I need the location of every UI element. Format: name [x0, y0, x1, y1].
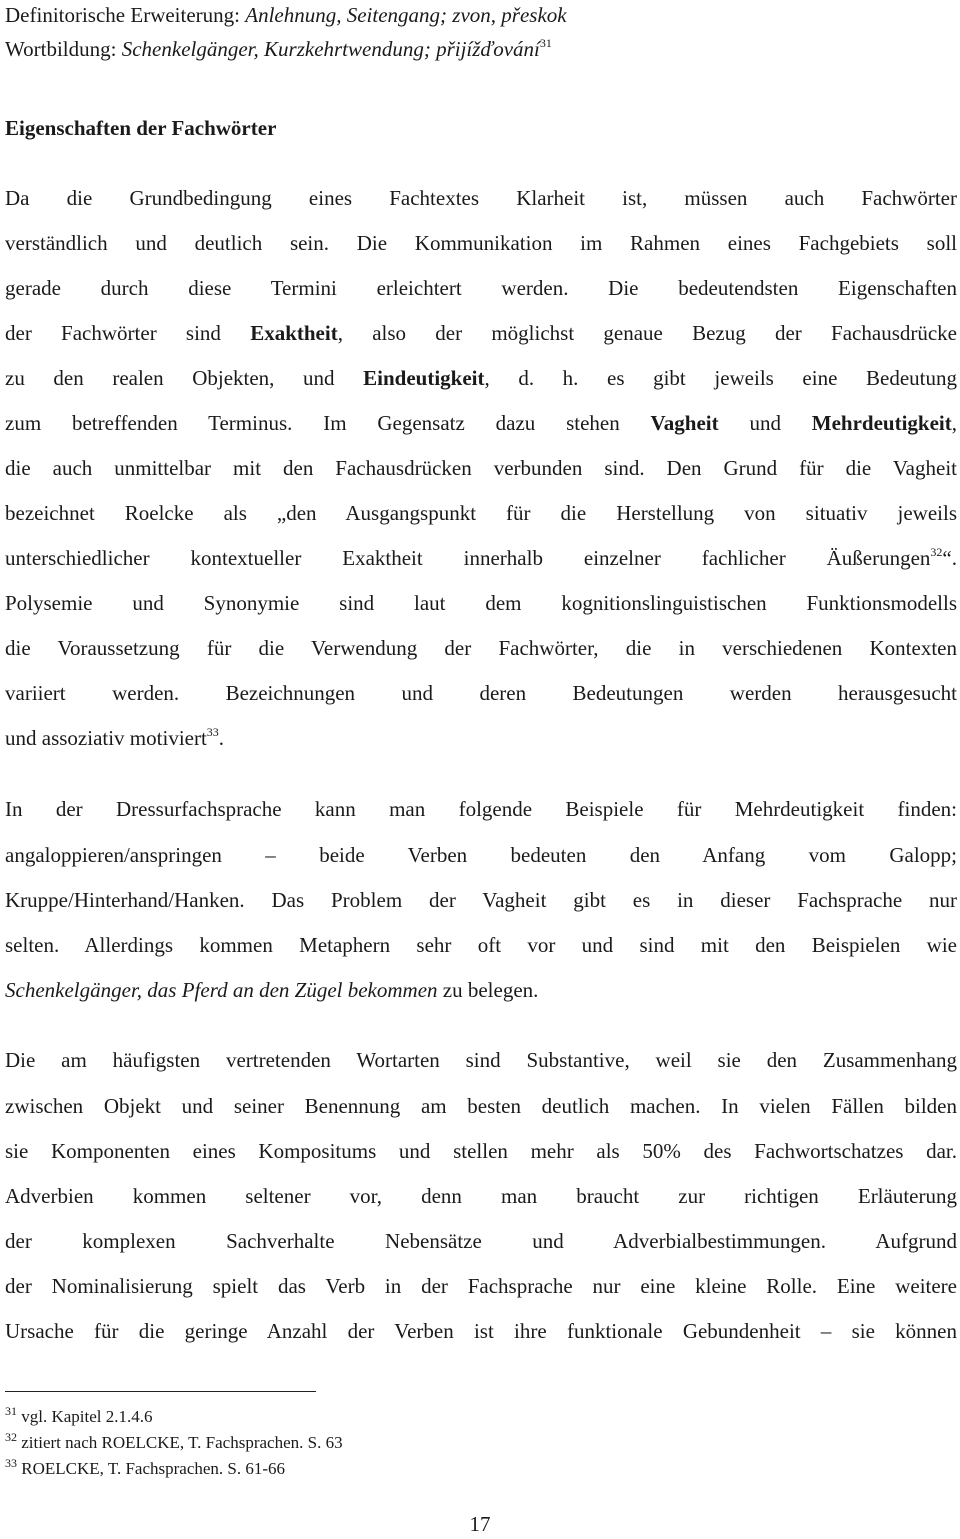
paragraph-line	[5, 975, 957, 1005]
paragraph-line: Polysemie und Synonymie sind laut dem kognitionslinguistischen Funktionsmodells	[5, 591, 957, 615]
text-run: ,	[951, 411, 957, 435]
term-bold: Mehrdeutigkeit	[811, 411, 952, 435]
paragraph-line: verständlich und deutlich sein. Die Kommunikation im Rahmen eines Fachgebiets soll	[5, 231, 957, 255]
paragraph-line: der Nominalisierung spielt das Verb in der Fachsprache nur eine kleine Rolle. Eine weitere	[5, 1274, 957, 1298]
word-formation-line	[5, 34, 957, 64]
footnote	[5, 1458, 285, 1480]
footnote-number: 33	[5, 1456, 17, 1470]
term-bold: Exaktheit	[250, 321, 338, 345]
paragraph-line: In der Dressurfachsprache kann man folgende Beispiele für Mehrdeutigkeit finden:	[5, 797, 957, 821]
paragraph-line: sie Komponenten eines Kompositums und stellen mehr als 50% des Fachwortschatzes dar.	[5, 1139, 957, 1163]
paragraph-line: Da die Grundbedingung eines Fachtextes Klarheit ist, müssen auch Fachwörter	[5, 186, 957, 210]
paragraph-line	[5, 723, 957, 753]
text-run: zum betreffenden Terminus. Im Gegensatz dazu stehen	[5, 411, 651, 435]
paragraph-line: gerade durch diese Termini erleichtert werden. Die bedeutendsten Eigenschaften	[5, 276, 957, 300]
footnote-text: zitiert nach ROELCKE, T. Fachsprachen. S. 63	[17, 1433, 343, 1452]
paragraph-line: die auch unmittelbar mit den Fachausdrücken verbunden sind. Den Grund für die Vagheit	[5, 456, 957, 480]
footnote-number: 32	[5, 1430, 17, 1444]
text-run: , also der möglichst genaue Bezug der Fachausdrücke	[337, 321, 957, 345]
paragraph-line: zwischen Objekt und seiner Benennung am besten deutlich machen. In vielen Fällen bilden	[5, 1094, 957, 1118]
term-bold: Eindeutigkeit	[363, 366, 485, 390]
footnote-ref: 32	[930, 545, 943, 559]
paragraph-line	[5, 543, 957, 573]
footnote-ref: 31	[539, 36, 552, 50]
examples-italic: Schenkelgänger, das Pferd an den Zügel bekommen	[5, 978, 438, 1002]
footnote-text: ROELCKE, T. Fachsprachen. S. 61-66	[17, 1459, 286, 1478]
text-run: zu belegen.	[437, 978, 539, 1002]
paragraph-line: Kruppe/Hinterhand/Hanken. Das Problem der Vagheit gibt es in dieser Fachsprache nur	[5, 888, 957, 912]
paragraph-line: Adverbien kommen seltener vor, denn man braucht zur richtigen Erläuterung	[5, 1184, 957, 1208]
footnote-separator	[5, 1391, 316, 1392]
paragraph-line: bezeichnet Roelcke als „den Ausgangspunkt für die Herstellung von situativ jeweils	[5, 501, 957, 525]
paragraph-line: die Voraussetzung für die Verwendung der Fachwörter, die in verschiedenen Kontexten	[5, 636, 957, 660]
text-run: unterschiedlicher kontextueller Exaktheit innerhalb einzelner fachlicher Äußerungen	[5, 546, 931, 570]
text-run: zu den realen Objekten, und	[5, 366, 364, 390]
text-run: und assoziativ motiviert	[5, 726, 207, 750]
paragraph-line	[5, 363, 957, 393]
definition-extension-line	[5, 0, 957, 30]
line-label: Wortbildung:	[5, 37, 122, 61]
text-run: und	[718, 411, 812, 435]
text-run: “.	[942, 546, 957, 570]
footnote-text: vgl. Kapitel 2.1.4.6	[17, 1407, 153, 1426]
text-run: der Fachwörter sind	[5, 321, 251, 345]
paragraph-line: der komplexen Sachverhalte Nebensätze und Adverbialbestimmungen. Aufgrund	[5, 1229, 957, 1253]
line-label: Definitorische Erweiterung:	[5, 3, 246, 27]
examples-italic: Schenkelgänger, Kurzkehrtwendung; přijížďování	[121, 37, 540, 61]
footnote	[5, 1406, 153, 1428]
section-heading: Eigenschaften der Fachwörter	[5, 116, 277, 140]
paragraph-line: angaloppieren/anspringen – beide Verben bedeuten den Anfang vom Galopp;	[5, 843, 957, 867]
paragraph-line	[5, 408, 957, 438]
footnote	[5, 1432, 343, 1454]
examples-italic: Anlehnung, Seitengang; zvon, přeskok	[245, 3, 567, 27]
paragraph-line: selten. Allerdings kommen Metaphern sehr oft vor und sind mit den Beispielen wie	[5, 933, 957, 957]
paragraph-line: Ursache für die geringe Anzahl der Verben ist ihre funktionale Gebundenheit – sie können	[5, 1319, 957, 1343]
text-run: .	[218, 726, 225, 750]
paragraph-line: Die am häufigsten vertretenden Wortarten sind Substantive, weil sie den Zusammenhang	[5, 1048, 957, 1072]
term-bold: Vagheit	[650, 411, 719, 435]
paragraph-line	[5, 318, 957, 348]
footnote-number: 31	[5, 1404, 17, 1418]
footnote-ref: 33	[206, 725, 219, 739]
text-run: , d. h. es gibt jeweils eine Bedeutung	[484, 366, 957, 390]
paragraph-line: variiert werden. Bezeichnungen und deren Bedeutungen werden herausgesucht	[5, 681, 957, 705]
page-number: 17	[469, 1512, 491, 1536]
